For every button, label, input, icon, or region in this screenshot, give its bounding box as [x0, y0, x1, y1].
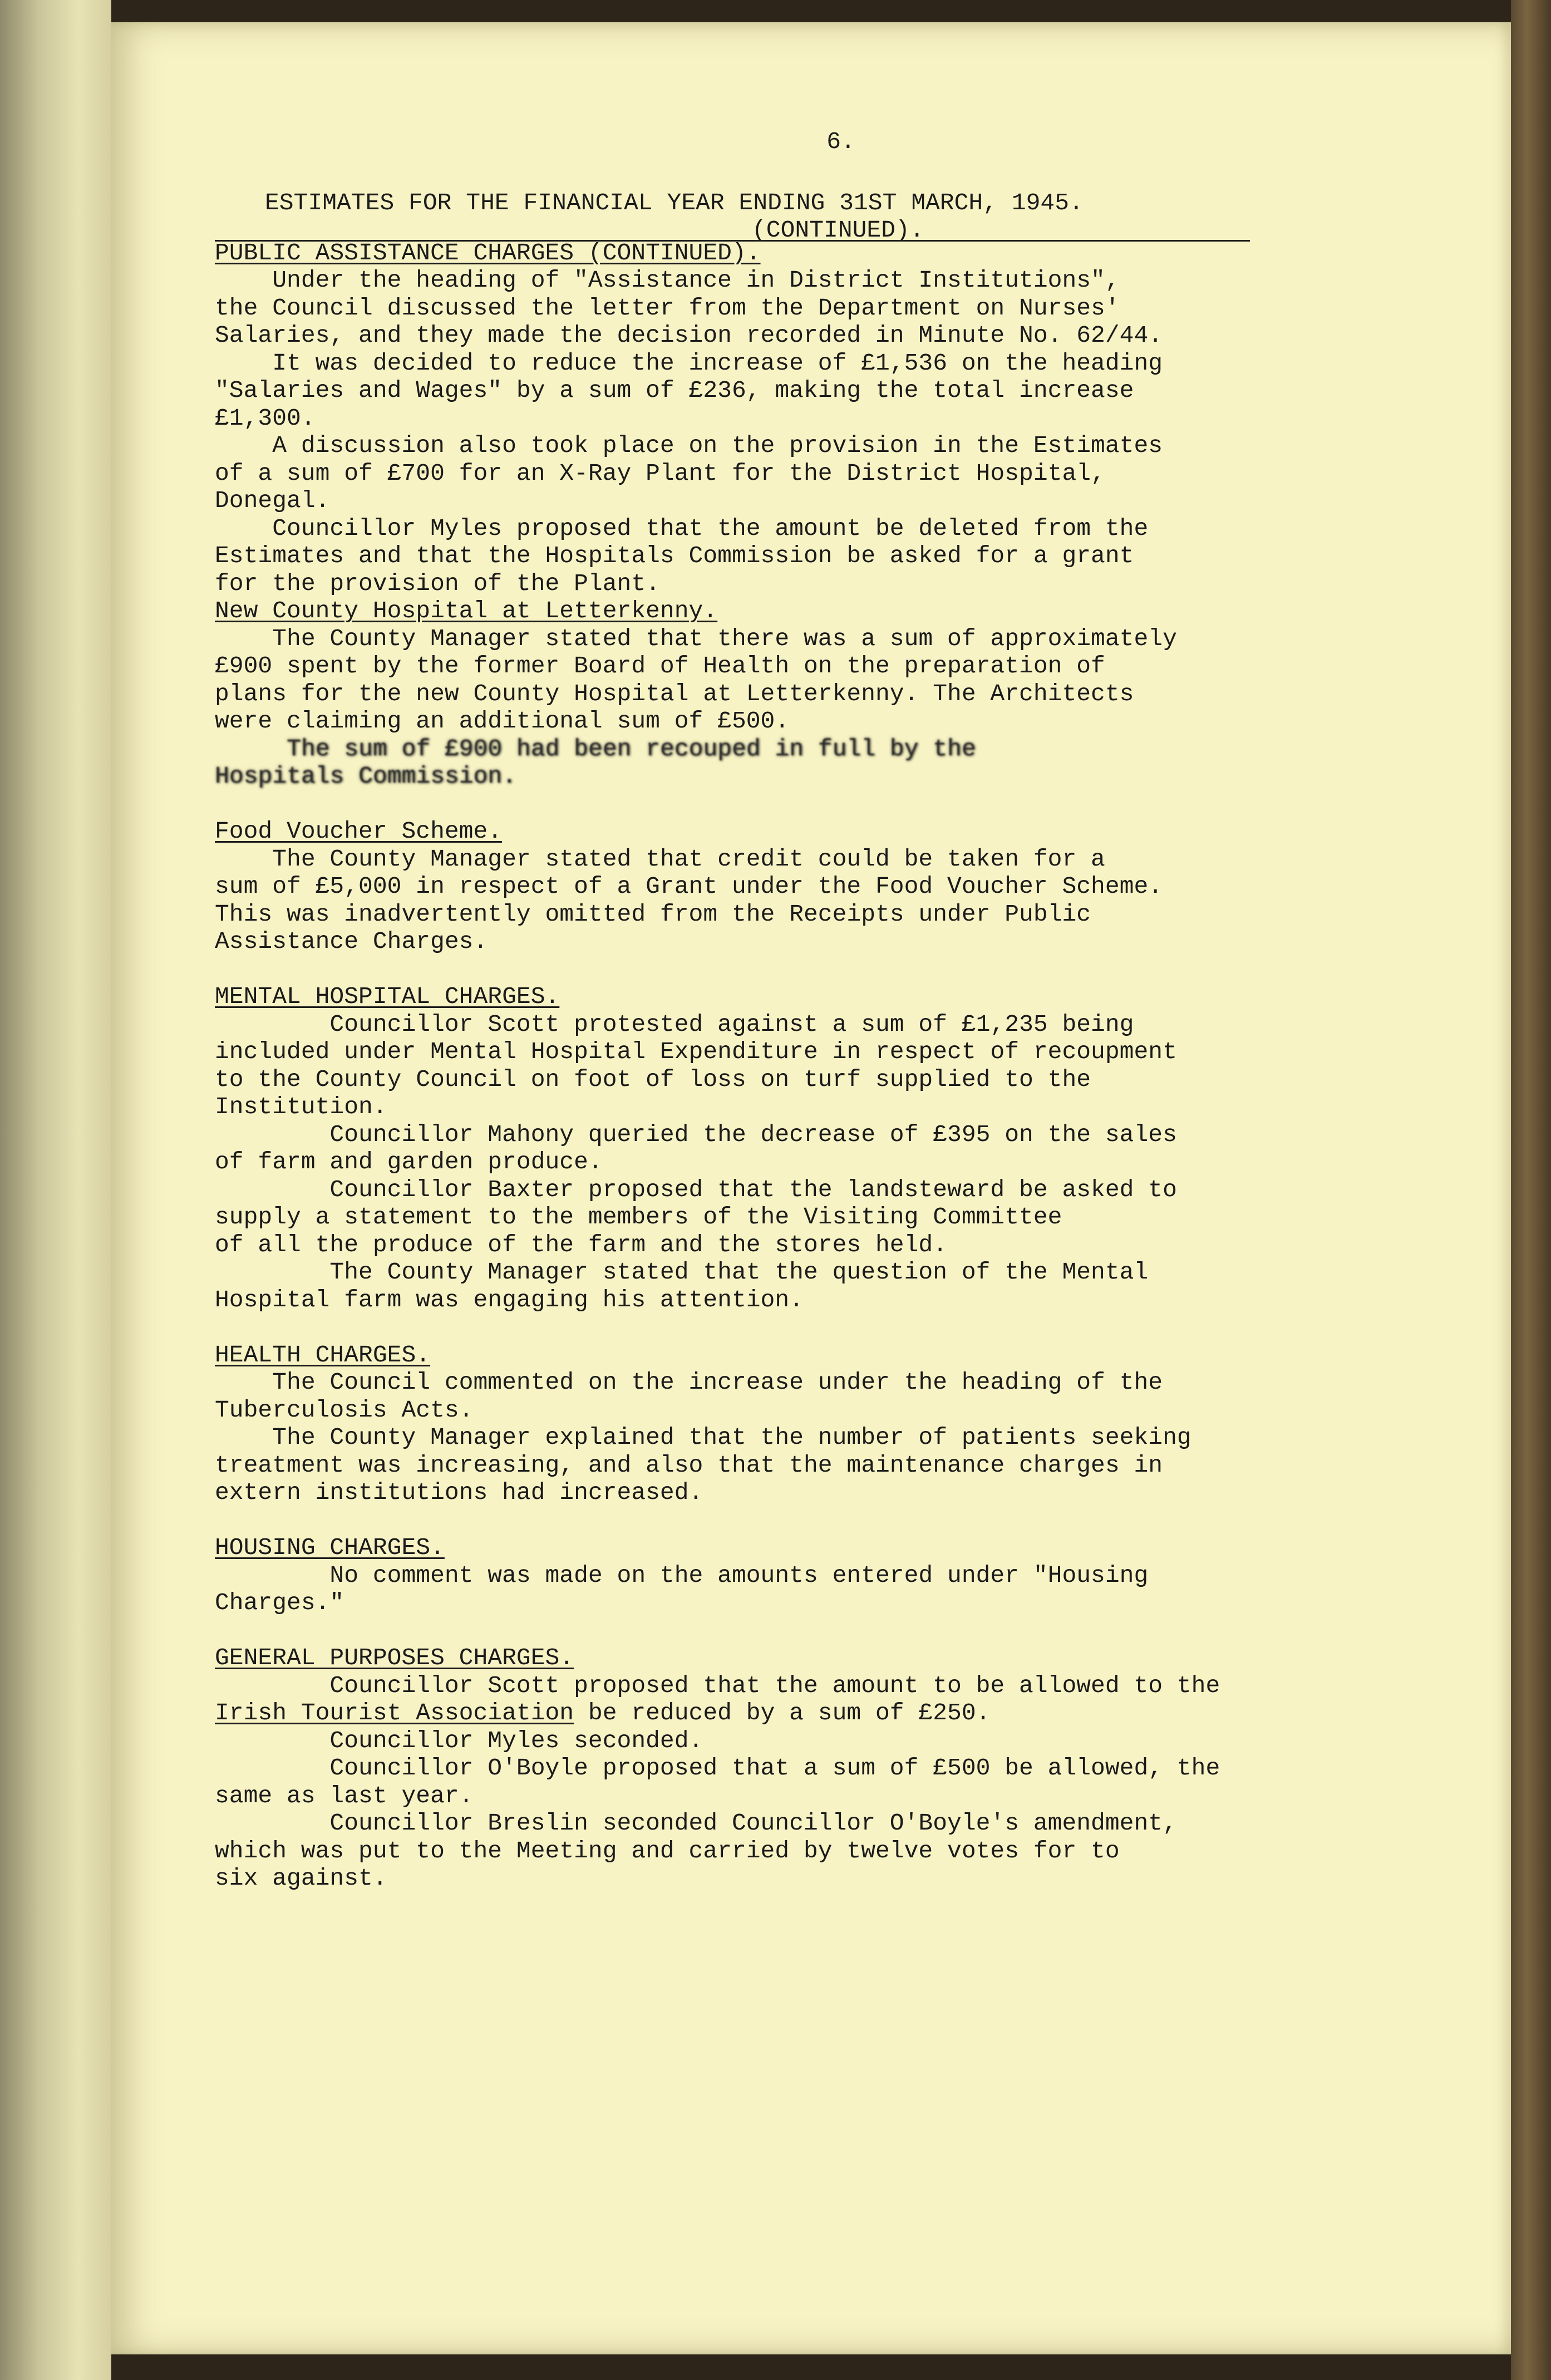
- section-title-housing: HOUSING CHARGES.: [215, 1534, 445, 1561]
- text-line: Assistance Charges.: [215, 928, 488, 955]
- struck-text: Hospitals Commission.: [215, 763, 516, 790]
- text-line: Tuberculosis Acts.: [215, 1396, 474, 1424]
- section-title-health: HEALTH CHARGES.: [215, 1341, 431, 1369]
- text-line: six against.: [215, 1865, 387, 1892]
- text-line: to the County Council on foot of loss on turf supplied to the: [215, 1065, 1091, 1093]
- text-line: Councillor Breslin seconded Councillor O'Boyle's amendment,: [215, 1809, 1177, 1837]
- text-line: plans for the new County Hospital at Letterkenny. The Architects: [215, 680, 1134, 707]
- page-heading: ESTIMATES FOR THE FINANCIAL YEAR ENDING 31ST MARCH, 1945.: [265, 189, 1084, 217]
- text-line-rest: be reduced by a sum of £250.: [574, 1699, 991, 1727]
- text-line: Hospital farm was engaging his attention.: [215, 1286, 804, 1314]
- text-line: "Salaries and Wages" by a sum of £236, making the total increase: [215, 377, 1134, 404]
- struck-text-line: [215, 735, 1467, 763]
- letterkenny-body: [215, 625, 1467, 790]
- text-line: Councillor Myles proposed that the amount be deleted from the: [215, 514, 1149, 542]
- text-line: Councillor Scott proposed that the amount to be allowed to the: [215, 1671, 1220, 1699]
- text-line: Donegal.: [215, 487, 330, 514]
- text-line: The County Manager explained that the number of patients seeking: [215, 1424, 1191, 1451]
- page-number: 6.: [826, 128, 855, 155]
- text-line: No comment was made on the amounts entered under "Housing: [215, 1561, 1149, 1589]
- health-body: [215, 1369, 1467, 1507]
- text-line: for the provision of the Plant.: [215, 569, 660, 597]
- text-line: It was decided to reduce the increase of £1,536 on the heading: [215, 349, 1163, 377]
- text-line: treatment was increasing, and also that the maintenance charges in: [215, 1451, 1163, 1479]
- section-title-letterkenny: New County Hospital at Letterkenny.: [215, 597, 718, 624]
- text-line: Councillor Mahony queried the decrease of £395 on the sales: [215, 1120, 1177, 1148]
- food-voucher-body: [215, 845, 1467, 956]
- text-line: extern institutions had increased.: [215, 1479, 703, 1506]
- section-title-mental-hospital: MENTAL HOSPITAL CHARGES.: [215, 983, 560, 1010]
- text-line: £1,300.: [215, 404, 316, 432]
- struck-text-line: [215, 763, 1467, 790]
- text-line: Charges.": [215, 1589, 344, 1616]
- text-line: The County Manager stated that credit could be taken for a: [215, 845, 1105, 873]
- document-page: [111, 22, 1511, 2354]
- text-line: Under the heading of "Assistance in District Institutions",: [215, 267, 1120, 294]
- text-line: which was put to the Meeting and carried by twelve votes for to: [215, 1837, 1120, 1865]
- text-line: same as last year.: [215, 1782, 474, 1809]
- general-purposes-body: [215, 1672, 1467, 1892]
- text-line: Councillor Baxter proposed that the landsteward be asked to: [215, 1176, 1177, 1203]
- text-line: £900 spent by the former Board of Health on the preparation of: [215, 652, 1105, 680]
- section-title-food-voucher: Food Voucher Scheme.: [215, 818, 503, 845]
- text-line: the Council discussed the letter from the Department on Nurses': [215, 294, 1120, 322]
- text-line: sum of £5,000 in respect of a Grant under the Food Voucher Scheme.: [215, 873, 1163, 900]
- text-line: were claiming an additional sum of £500.: [215, 707, 790, 735]
- text-line: of all the produce of the farm and the stores held.: [215, 1231, 948, 1258]
- text-line: Salaries, and they made the decision recorded in Minute No. 62/44.: [215, 322, 1163, 349]
- page-heading-sub: (CONTINUED).: [752, 217, 924, 244]
- page-text: [215, 128, 1467, 1892]
- text-line: The Council commented on the increase under the heading of the: [215, 1369, 1163, 1396]
- book-spine-edge: [1511, 0, 1551, 2380]
- text-line: included under Mental Hospital Expenditure in respect of recoupment: [215, 1038, 1177, 1065]
- text-line: supply a statement to the members of the Visiting Committee: [215, 1203, 1062, 1231]
- facing-page-edge: [0, 0, 111, 2380]
- text-line: Estimates and that the Hospitals Commission be asked for a grant: [215, 542, 1134, 569]
- text-line: A discussion also took place on the provision in the Estimates: [215, 432, 1163, 459]
- text-line: This was inadvertently omitted from the Receipts under Public: [215, 900, 1091, 928]
- text-line: Institution.: [215, 1093, 387, 1120]
- mental-hospital-body: [215, 1011, 1467, 1314]
- public-assistance-body: [215, 267, 1467, 597]
- text-line: The County Manager stated that the question of the Mental: [215, 1258, 1149, 1286]
- housing-body: [215, 1562, 1467, 1617]
- struck-text: The sum of £900 had been recouped in full by the: [215, 735, 976, 763]
- section-title-public-assistance: PUBLIC ASSISTANCE CHARGES (CONTINUED).: [215, 239, 761, 267]
- section-title-general-purposes: GENERAL PURPOSES CHARGES.: [215, 1644, 574, 1671]
- text-line: Councillor Scott protested against a sum of £1,235 being: [215, 1010, 1134, 1038]
- text-line: of farm and garden produce.: [215, 1148, 603, 1176]
- text-line: of a sum of £700 for an X-Ray Plant for the District Hospital,: [215, 459, 1105, 487]
- irish-tourist-association-underlined: Irish Tourist Association: [215, 1699, 574, 1727]
- text-line: Councillor Myles seconded.: [215, 1727, 703, 1754]
- text-line: Councillor O'Boyle proposed that a sum of £500 be allowed, the: [215, 1754, 1220, 1782]
- text-line: [215, 1699, 1467, 1727]
- text-line: The County Manager stated that there was a sum of approximately: [215, 624, 1177, 652]
